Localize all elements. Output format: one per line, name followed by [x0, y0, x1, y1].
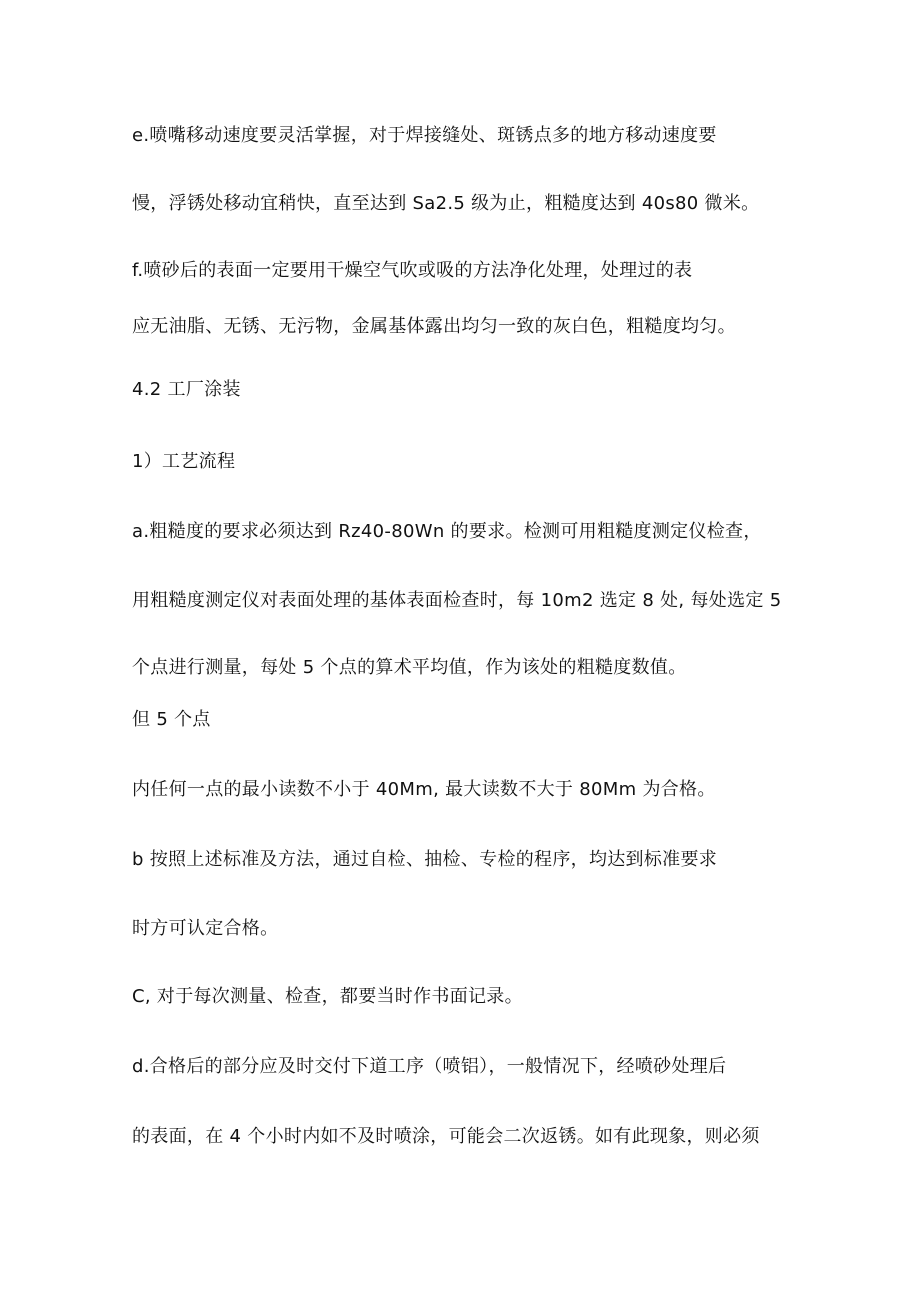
paragraph-e-line-2: 慢，浮锈处移动宜稍快，直至达到 Sa2.5 级为止，粗糙度达到 40s80 微米。	[132, 193, 760, 214]
paragraph-f-line-1: f.喷砂后的表面一定要用干燥空气吹或吸的方法净化处理，处理过的表	[132, 260, 693, 281]
paragraph-a-line-3: 个点进行测量，每处 5 个点的算术平均值，作为该处的粗糙度数值。	[132, 657, 687, 678]
paragraph-a-line-4: 但 5 个点	[132, 709, 211, 730]
paragraph-d-line-1: d.合格后的部分应及时交付下道工序（喷铝），一般情况下，经喷砂处理后	[132, 1056, 727, 1077]
paragraph-a-line-2: 用粗糙度测定仪对表面处理的基体表面检查时，每 10m2 选定 8 处, 每处选定 5	[132, 590, 782, 611]
paragraph-a-line-1: a.粗糙度的要求必须达到 Rz40-80Wn 的要求。检测可用粗糙度测定仪检查，	[132, 521, 762, 542]
paragraph-c-line-1: C, 对于每次测量、检查，都要当时作书面记录。	[132, 986, 523, 1007]
paragraph-a-line-5: 内任何一点的最小读数不小于 40Mm, 最大读数不大于 80Mm 为合格。	[132, 779, 716, 800]
paragraph-b-line-1: b 按照上述标准及方法，通过自检、抽检、专检的程序，均达到标准要求	[132, 849, 718, 870]
paragraph-b-line-2: 时方可认定合格。	[132, 918, 279, 939]
paragraph-d-line-2: 的表面，在 4 个小时内如不及时喷涂，可能会二次返锈。如有此现象，则必须	[132, 1126, 760, 1147]
section-heading: 4.2 工厂涂装	[132, 379, 241, 400]
subsection-heading: 1）工艺流程	[132, 451, 236, 472]
paragraph-e-line-1: e.喷嘴移动速度要灵活掌握，对于焊接缝处、斑锈点多的地方移动速度要	[132, 125, 717, 146]
paragraph-f-line-2: 应无油脂、无锈、无污物，金属基体露出均匀一致的灰白色，粗糙度均匀。	[132, 316, 736, 337]
